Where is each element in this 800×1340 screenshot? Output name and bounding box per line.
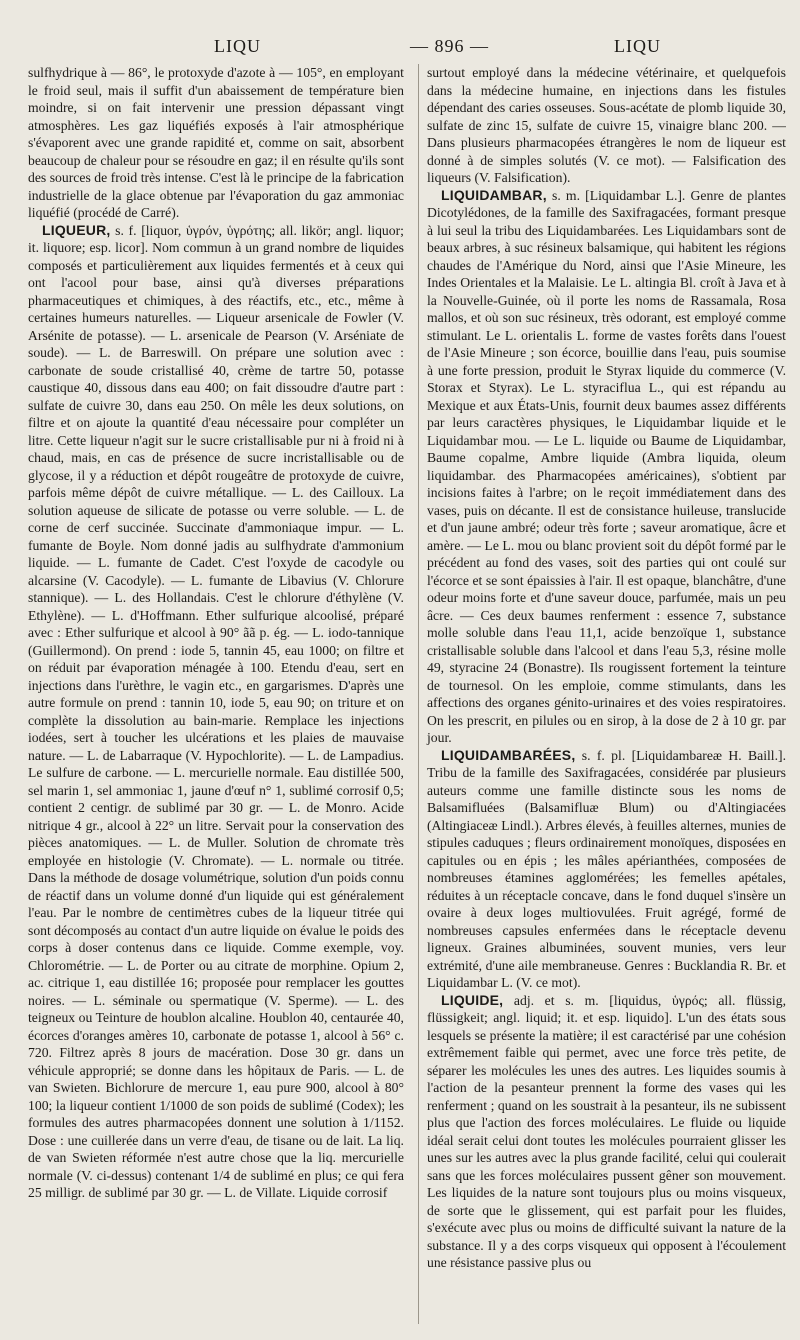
right-continuation-paragraph: surtout employé dans la médecine vétérinaire, et quelquefois dans la médecine humaine, en injections dans les fistules dépendant des caries osseuses. Sous-acétate de plomb liquide 30, sulfate de zinc 15, sulfate de cuivre 15, vinaigre blanc 200. — Dans plusieurs pharmacopées étrangères le nom de liqueur est donné à de simples solutés (V. ce mot). — Falsification des liqueurs (V. Falsification). [426, 65, 786, 185]
entry-body: s. m. [Liquidambar L.]. Genre de plantes Dicotylédones, de la famille des Saxifragacées, formant presque à lui seul la tribu des Liquidambarées. Les Liquidambars sont de beaux arbres, à suc résineux balsamique, qui habitent les régions chaudes de l'Amérique du Nord, ainsi que l'Asie Mineure, les Indes Orientales et la Malaisie. Le L. altingia Bl. croît à Java et à la Nouvelle-Guinée, où il porte les noms de Rassamala, Rosa mallos, et où son suc résineux, très odorant, est employé comme stimulant. Le L. orientalis L. forme de vastes forêts dans l'ouest de l'Asie Mineure ; son écorce, bouillie dans l'eau, puis soumise à une forte pression, produit le Styrax liquide du commerce (V. Storax et Styrax). Le L. styraciflua L., qui est répandu au Mexique et aux États-Unis, fournit deux baumes assez différents par leurs caractères physiques, le Liquidambar liquide et le Liquidambar mou. — Le L. liquide ou Baume de Liquidambar, Baume copalme, Ambre liquide (Ambra liquida, oleum liquidambar. des Pharmacopées américaines), s'obtient par incisions faites à l'arbre; on le reçoit immédiatement dans des vases, puis on décante. Il est de consistance huileuse, translucide et d'un jaune ambré; odeur très forte ; saveur aromatique, âcre et amère. — Le L. mou ou blanc provient soit du dépôt formé par le précédent au fond des vases, soit des parties qui ont coulé sur l'écorce et se sont épaissies à l'air. Il est opaque, blanchâtre, d'une odeur moins forte et d'une saveur douce, parfumée, mais un peu âcre. — Ces deux baumes renferment : essence 7, substance molle soluble dans l'eau 11,1, acide benzoïque 1, substance cristallisable soluble dans l'alcool et dans l'eau 5,3, résine molle 49, styracine 24 (Bonastre). Ils rougissent fortement la teinture de tournesol. On les emploie, comme stimulants, dans les affections des organes génito-urinaires et des voies respiratoires. On les prescrit, en pilules ou en sirop, à la dose de 2 à 10 gr. par jour. [426, 187, 786, 745]
running-header [28, 30, 786, 64]
text-columns [28, 64, 786, 1324]
left-column [28, 64, 404, 1324]
entry-liquidambar [427, 187, 786, 747]
entry-liquide [427, 992, 786, 1272]
entry-liqueur [28, 222, 404, 1202]
header-right-word: LIQU [614, 36, 661, 56]
entry-headword: LIQUIDAMBARÉES, [440, 746, 576, 763]
entry-headword: LIQUEUR, [42, 221, 111, 238]
entry-liquidambarees [427, 747, 786, 992]
page-number: — 896 — [410, 36, 489, 56]
entry-body: s. f. pl. [Liquidambareæ H. Baill.]. Tribu de la famille des Saxifragacées, considérée par plusieurs auteurs comme une famille distincte sous les noms de Balsamifluées (Balsamifluæ Blum) ou d'Altingiacées (Altingiaceæ Lindl.). Arbres élevés, à feuilles alternes, munies de stipules caduques ; fleurs ordinairement monoïques, disposées en capitules ou en épis ; les mâles apérianthées, composées de nombreuses étamines agglomérées; les femelles apétales, réduites à un réceptacle concave, dans le fond duquel s'insère un ovaire à deux loges multiovulées. Fruit agrégé, formé de nombreuses capsules enfermées dans le réceptacle devenu ligneux. Graines albuminées, souvent munies, vers leur extrémité, d'une aile membraneuse. Genres : Bucklandia R. Br. et Liquidambar L. (V. ce mot). [426, 747, 786, 990]
entry-body: adj. et s. m. [liquidus, ὑγρός; all. flüssig, flüssigkeit; angl. liquid; it. et esp. liquido]. L'un des états sous lesquels se présente la matière; il est caractérisé par une cohésion extrêmement faible qui permet, avec une force très petite, de séparer les molécules les unes des autres. Les liquides soumis à l'action de la pesanteur prennent la forme des vases qui les renferment ; quand on les soustrait à la pesanteur, ils ne subissent plus que l'action des forces moléculaires. Le fluide ou liquide idéal serait celui dont toutes les molécules pourraient glisser les unes sur les autres avec la plus grande facilité, celui qui coulerait sans que les forces moléculaires pussent gêner son mouvement. Les liquides de la nature sont toujours plus ou moins visqueux, de sorte que le glissement, qui est parfait pour les fluides, s'exécute avec plus ou moins de difficulté suivant la nature de la substance. Il y a des corps visqueux qui opposent à l'écoulement une résistance passive plus ou [426, 992, 786, 1270]
left-continuation-paragraph: sulfhydrique à — 86°, le protoxyde d'azote à — 105°, en employant le froid seul, mais il suffit d'un abaissement de température bien moindre, si on fait intervenir une pression dépassant vingt atmosphères. Les gaz liquéfiés exposés à l'air atmosphérique s'évaporent avec une grande rapidité et, comme on sait, absorbent beaucoup de chaleur pour se résoudre en gaz; il en résulte qu'ils sont des sources de froid très intense. C'est là le principe de la fabrication industrielle de la glace obtenue par l'évaporation du gaz ammoniac liquéfié (procédé de Carré). [28, 65, 404, 220]
right-column [418, 64, 786, 1324]
entry-body: s. f. [liquor, ὑγρόν, ὑγρότης; all. likör; angl. liquor; it. liquore; esp. licor]. Nom commun à un grand nombre de liquides composés et particulièrement aux liquides fermentés et à ceux qui ont l'acool pour base, ainsi qu'à diverses préparations pharmaceutiques et chimiques, à des réactifs, etc., etc., même à certaines humeurs naturelles. — Liqueur arsenicale de Fowler (V. Arsénite de potasse). — L. arsenicale de Pearson (V. Arséniate de soude). — L. de Barreswill. On prépare une solution avec : carbonate de soude cristallisé 40, crème de tartre 50, potasse caustique 40, dissous dans eau 400; on fait dissoudre d'autre part : sulfate de cuivre 30, dans eau 250. On mêle les deux solutions, on filtre et on ajoute la quantité d'eau nécessaire pour compléter un litre. Cette liqueur n'agit sur le sucre cristallisable pur ni à froid ni à chaud, mais, en cas de présence de sucre incristallisable ou de glycose, il y a réduction et dépôt rougeâtre de protoxyde de cuivre, parfois même dépôt de cuivre métallique. — L. des Cailloux. La solution aqueuse de silicate de potasse ou verre soluble. — L. de corne de cerf succinée. Succinate d'ammoniaque impur. — L. fumante de Boyle. Nom donné jadis au sulfhydrate d'ammonium liquide. — L. fumante de Cadet. C'est l'oxyde de cacodyle ou alcarsine (V. Cacodyle). — L. fumante de Libavius (V. Chlorure stannique). — L. des Hollandais. C'est le chlorure d'éthylène (V. Ethylène). — L. d'Hoffmann. Ether sulfurique alcoolisé, préparé avec : Ether sulfurique et alcool à 90° ãã p. ég. — L. iodo-tannique (Guillermond). On prend : iode 5, tannin 45, eau 1000; on filtre et on réduit par évaporation ménagée à 100. Etendu d'eau, sert en injections dans l'urèthre, le vagin etc., en gargarismes. D'après une autre formule on prend : tannin 10, iode 5, eau 90; on triture et on complète la dissolution au bain-marie. Remplace les injections iodées, sert à toucher les ulcérations et les plaies de mauvaise nature. — L. de Labarraque (V. Hypochlorite). — L. de Lampadius. Le sulfure de carbone. — L. mercurielle normale. Eau distillée 500, sel marin 1, sel ammoniac 1, jaune d'œuf n° 1, sublimé corrosif 0,5; contient 2 centigr. de sublimé par 30 gr. — L. de Monro. Acide nitrique 4 gr., alcool à 22° un litre. Servait pour la conservation des pièces anatomiques. — L. de Muller. Solution de chromate très employée en histologie (V. Chromate). — L. normale ou titrée. Dans la méthode de dosage volumétrique, solution d'un poids connu de réactif dans un volume donné d'un liquide qui est généralement l'eau. Par le nombre de centimètres cubes de la liqueur titrée qui sont décomposés au contact d'un autre liquide on évalue le poids des corps à doser contenus dans ce liquide. Comme exemple, voy. Chlorométrie. — L. de Porter ou au citrate de morphine. Opium 2, ac. citrique 1, eau distillée 16; proposée pour remplacer les gouttes noires. — L. séminale ou spermatique (V. Sperme). — L. des teigneux ou Teinture de houblon alcaline. Houblon 40, centaurée 40, écorces d'oranges amères 10, carbonate de potasse 1, alcool à 56° c. 720. Filtrez après 8 jours de macération. Dose 30 gr. dans un véhicule approprié; se donne dans les hôpitaux de Paris. — L. de van Swieten. Bichlorure de mercure 1, eau pure 900, alcool à 80° 100; la liqueur contient 1/1000 de son poids de sublimé (Codex); les formules des autres pharmacopées donnent une solution à 1/1152. Dose : une cuillerée dans un verre d'eau, de tisane ou de lait. La liq. de van Swieten réformée n'est autre chose que la liq. mercurielle normale (V. ci-dessus) contenant 1/4 de sublimé en plus; ce qui fera 25 milligr. de sublimé par 30 gr. — L. de Villate. Liquide corrosif [28, 222, 404, 1200]
header-left-word: LIQU [214, 36, 261, 56]
entry-headword: LIQUIDAMBAR, [440, 186, 547, 203]
entry-headword: LIQUIDE, [440, 991, 504, 1008]
